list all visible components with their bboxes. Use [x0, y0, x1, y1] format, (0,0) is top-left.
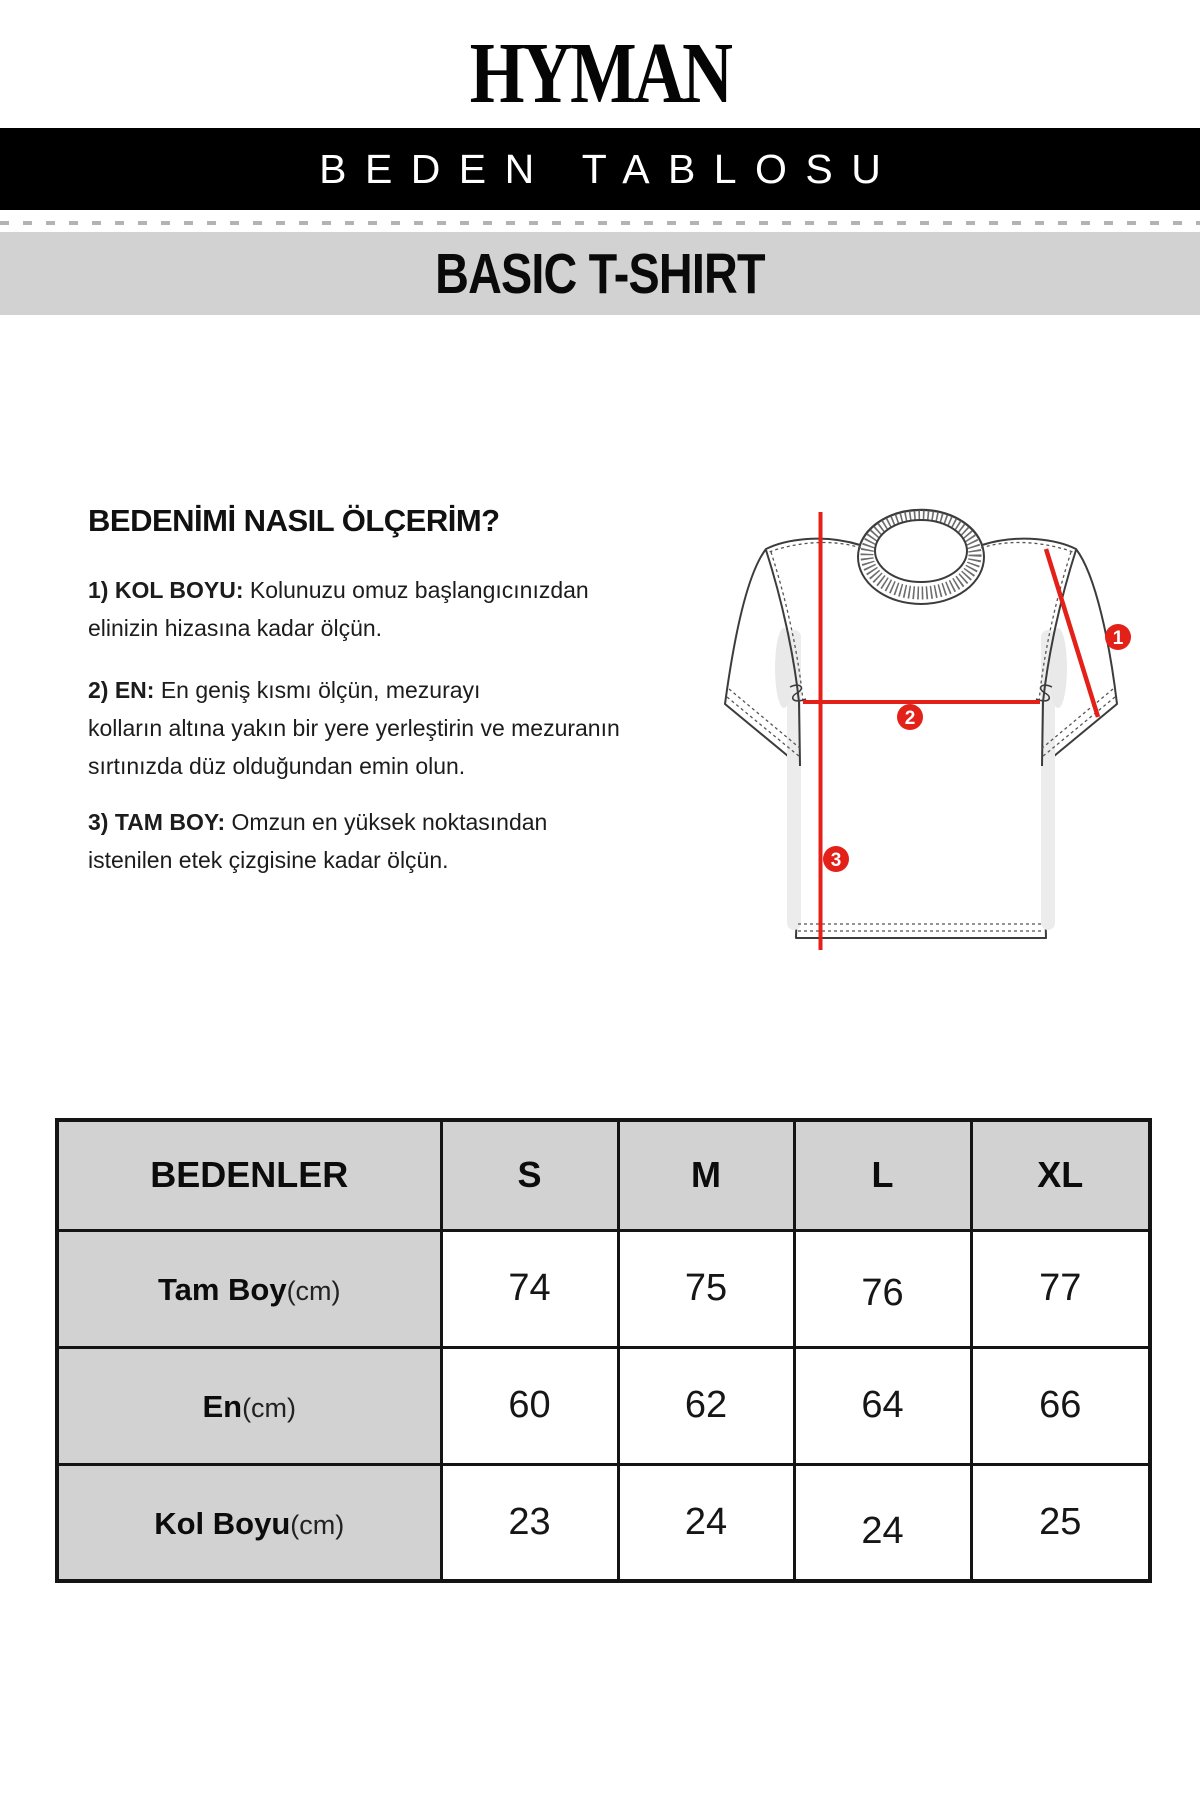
marker-3-number: 3 — [830, 850, 842, 871]
size-chart-banner — [0, 128, 1200, 210]
size-col-m: M — [618, 1120, 794, 1230]
marker-1-number: 1 — [1112, 628, 1124, 649]
size-table — [55, 1118, 1152, 1583]
brand-logo — [0, 24, 1200, 122]
tshirt-diagram-svg — [615, 425, 1175, 970]
sizes-header-cell: BEDENLER — [57, 1120, 441, 1230]
value-cell: 24 — [794, 1464, 971, 1581]
measuring-instructions — [88, 503, 668, 879]
table-row-en — [57, 1347, 1150, 1464]
brand-logo-text: HYMAN — [469, 26, 731, 122]
value-cell: 62 — [618, 1347, 794, 1464]
size-col-s: S — [441, 1120, 618, 1230]
value-cell: 66 — [971, 1347, 1150, 1464]
instruction-item: 1) KOL BOYU: Kolunuzu omuz başlangıcınızdan elinizin hizasına kadar ölçün. — [88, 577, 589, 641]
value-cell: 77 — [971, 1230, 1150, 1347]
value-cell: 23 — [441, 1464, 618, 1581]
value-cell: 60 — [441, 1347, 618, 1464]
size-col-xl: XL — [971, 1120, 1150, 1230]
size-table-header-row — [57, 1120, 1150, 1230]
instruction-item: 3) TAM BOY: Omzun en yüksek noktasından istenilen etek çizgisine kadar ölçün. — [88, 809, 548, 873]
marker-2-number: 2 — [904, 708, 916, 729]
perforation-divider — [0, 221, 1200, 225]
row-label-cell: Kol Boyu(cm) — [57, 1464, 441, 1581]
instruction-lead: 3) TAM BOY: — [88, 809, 226, 835]
table-row-kol-boyu — [57, 1464, 1150, 1581]
product-bar — [0, 232, 1200, 315]
row-label-cell: Tam Boy(cm) — [57, 1230, 441, 1347]
table-row-tam-boy — [57, 1230, 1150, 1347]
tshirt-diagram — [615, 425, 1175, 970]
product-name: BASIC T-SHIRT — [435, 242, 765, 306]
value-cell: 76 — [794, 1230, 971, 1347]
value-cell: 25 — [971, 1464, 1150, 1581]
instructions-heading: BEDENİMİ NASIL ÖLÇERİM? — [88, 503, 500, 538]
value-cell: 75 — [618, 1230, 794, 1347]
instruction-lead: 2) EN: — [88, 677, 155, 703]
instruction-lead: 1) KOL BOYU: — [88, 577, 244, 603]
value-cell: 24 — [618, 1464, 794, 1581]
row-label-cell: En(cm) — [57, 1347, 441, 1464]
banner-title: BEDEN TABLOSU — [319, 146, 900, 192]
value-cell: 74 — [441, 1230, 618, 1347]
value-cell: 64 — [794, 1347, 971, 1464]
size-col-l: L — [794, 1120, 971, 1230]
instruction-item: 2) EN: En geniş kısmı ölçün, mezurayı kolların altına yakın bir yere yerleştirin ve mezuranın sırtınızda düz olduğundan emin olun. — [88, 677, 620, 779]
